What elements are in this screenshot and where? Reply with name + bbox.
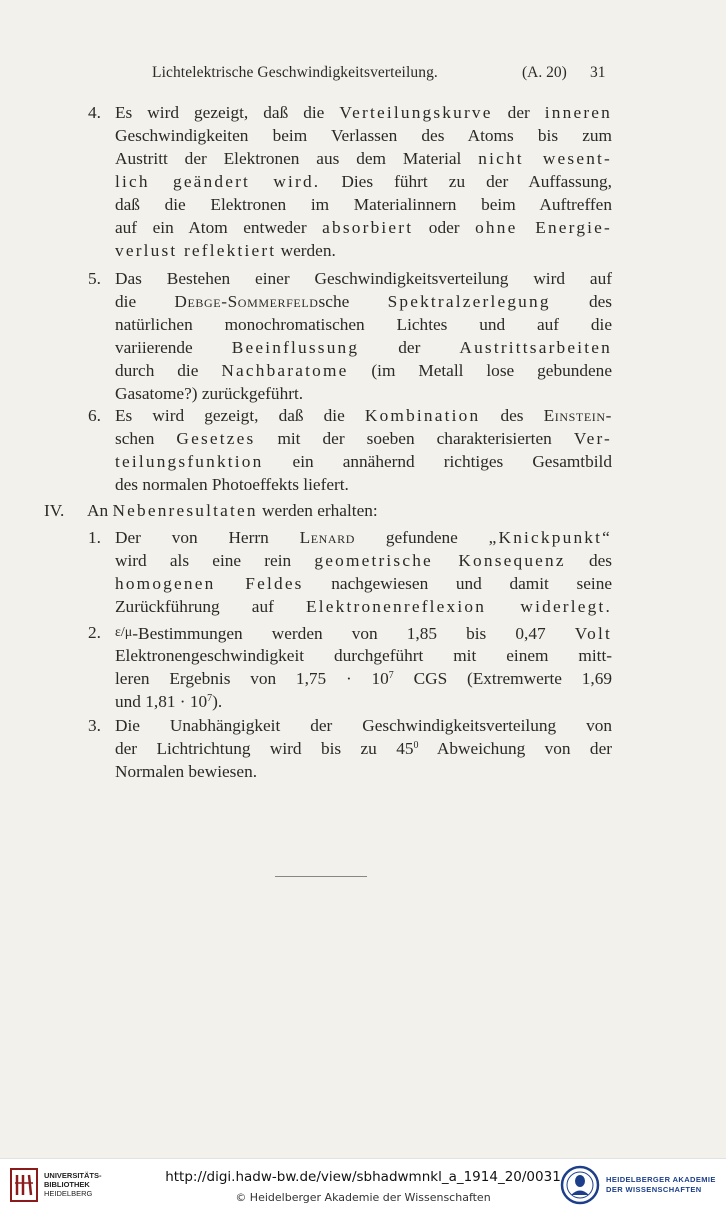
end-rule [275, 876, 367, 877]
text-line: auf ein Atom entweder absorbiert oder ohne Energie- [115, 218, 612, 237]
text-line: der Lichtrichtung wird bis zu $45^0$ Abweichung von der [115, 739, 612, 758]
item-number: 3. [88, 716, 101, 735]
text-line: die Debge-Sommerfeldsche Spektralzerlegung des [115, 292, 613, 311]
item-number: 5. [88, 269, 101, 288]
text-line: Gasatome?) zurückgeführt. [115, 384, 304, 403]
text-line: Zurückführung auf Elektronenreflexion widerlegt. [115, 597, 612, 616]
text-line: ε/μ-Bestimmungen werden von 1,85 bis 0,47 Volt [115, 624, 612, 643]
e-over-mu-symbol: ε/μ [115, 625, 133, 640]
item-number: 6. [88, 406, 101, 425]
text-line: Die Unabhängigkeit der Geschwindigkeitsverteilung von [115, 716, 612, 735]
text-line: wird als eine rein geometrische Konsequenz des [115, 551, 613, 570]
university-library-name: UNIVERSITÄTS- BIBLIOTHEK HEIDELBERG [44, 1171, 102, 1198]
footer-bar [0, 1158, 726, 1212]
item-number: 2. [88, 623, 101, 642]
text-line: lich geändert wird. Dies führt zu der Auffassung, [115, 172, 612, 191]
page-number: 31 [590, 64, 606, 81]
text-line: homogenen Feldes nachgewiesen und damit seine [115, 574, 612, 593]
text-line: daß die Elektronen im Materialinnern beim Auftreffen [115, 195, 612, 214]
text-line: natürlichen monochromatischen Lichtes und auf die [115, 315, 612, 334]
text-line: teilungsfunktion ein annähernd richtiges Gesamtbild [115, 452, 612, 471]
text-line: Geschwindigkeiten beim Verlassen des Atoms bis zum [115, 126, 612, 145]
text-line: Es wird gezeigt, daß die Verteilungskurve der inneren [115, 103, 612, 122]
text-line: Elektronengeschwindigkeit durchgeführt mit einem mitt- [115, 646, 612, 665]
header-title: Lichtelektrische Geschwindigkeitsverteilung. [152, 64, 438, 81]
text-line: Normalen bewiesen. [115, 762, 258, 781]
text-line: Austritt der Elektronen aus dem Material nicht wesent- [115, 149, 613, 168]
section-number: IV. [44, 501, 65, 520]
item-number: 4. [88, 103, 101, 122]
text-line: durch die Nachbaratome (im Metall lose gebundene [115, 361, 612, 380]
text-line: An Nebenresultaten werden erhalten: [87, 501, 378, 520]
text-line: verlust reflektiert werden. [115, 241, 336, 260]
header-reference: (A. 20) [522, 64, 567, 81]
text-line: und $1,81 \cdot 10^7$). [115, 692, 223, 711]
text-line: Das Bestehen einer Geschwindigkeitsverteilung wird auf [115, 269, 612, 288]
academy-seal-icon [560, 1164, 600, 1206]
permalink-url[interactable]: http://digi.hadw-bw.de/view/sbhadwmnkl_a_1914_20/0031 [165, 1169, 561, 1185]
copyright-notice: © Heidelberger Akademie der Wissenschaften [235, 1191, 491, 1204]
text-line: Der von Herrn Lenard gefundene „Knickpunkt“ [115, 528, 612, 547]
text-line: leren Ergebnis von $1,75 \cdot 10^7$ CGS (Extremwerte 1,69 [115, 669, 612, 688]
text-line: variierende Beeinflussung der Austrittsarbeiten [115, 338, 612, 357]
text-line: Es wird gezeigt, daß die Kombination des Einstein- [115, 406, 612, 425]
running-header [0, 64, 726, 90]
academy-name: HEIDELBERGER AKADEMIE DER WISSENSCHAFTEN [606, 1175, 716, 1194]
text-line: schen Gesetzes mit der soeben charakterisierten Ver- [115, 429, 613, 448]
item-number: 1. [88, 528, 101, 547]
text-line: des normalen Photoeffekts liefert. [115, 475, 349, 494]
